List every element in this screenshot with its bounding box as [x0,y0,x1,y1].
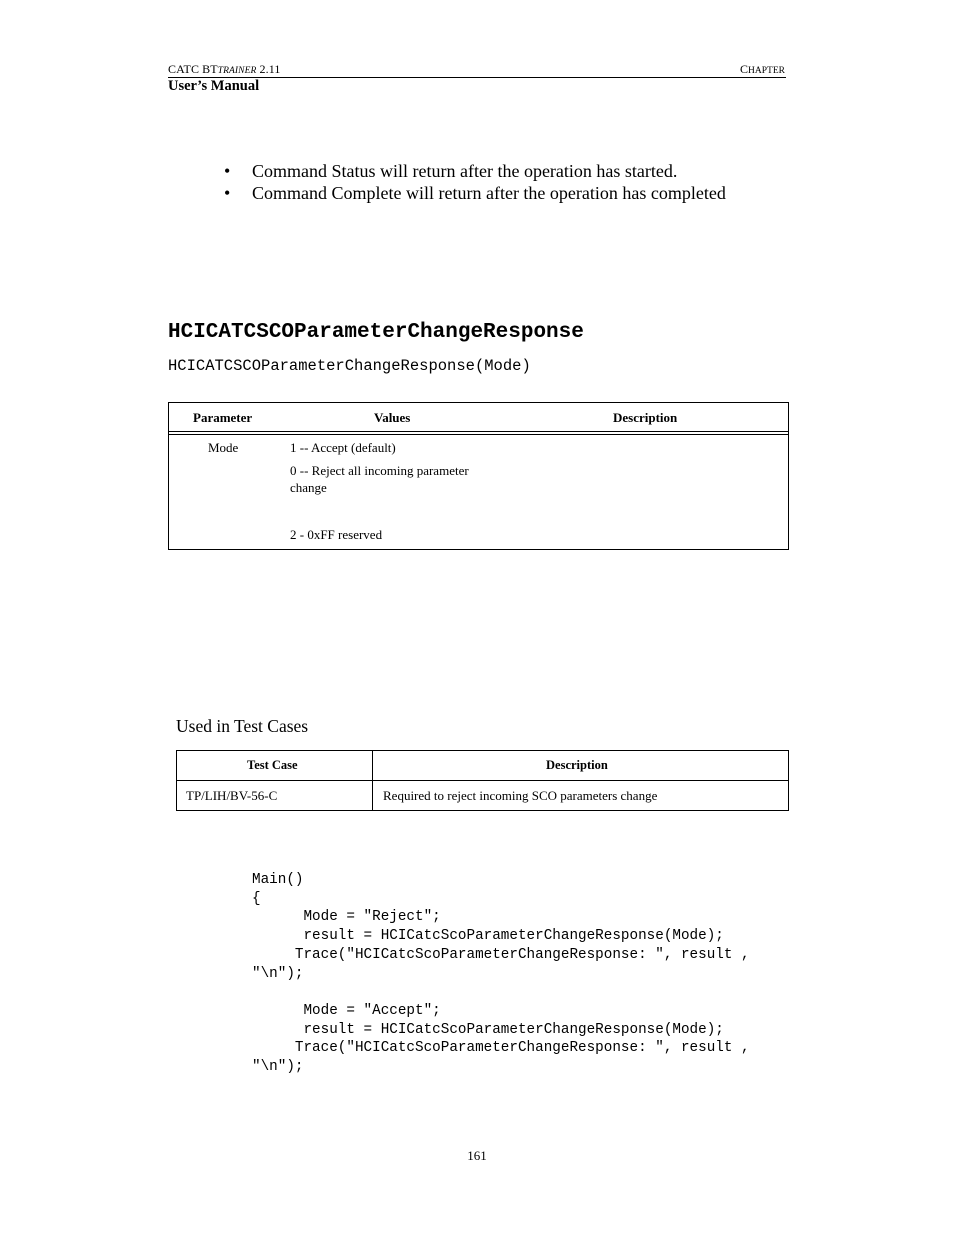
bullet-dot-icon: • [224,183,231,203]
param-name: Mode [208,440,239,455]
header-divider [169,434,788,435]
col-header-description: Description [613,410,678,425]
bullet-text: Command Status will return after the operation has started. [252,161,678,181]
header-manual: User’s Manual [168,78,260,94]
param-value: 2 - 0xFF reserved [290,527,383,542]
test-case-description: Required to reject incoming SCO parameters change [383,788,658,803]
header-divider [169,431,788,432]
param-value: 1 -- Accept (default) [290,440,396,455]
header-chapter-rest: HAPTER [748,66,785,76]
bullet-item [222,160,726,182]
bullet-list [222,160,726,204]
col-header-test-case: Test Case [247,758,298,772]
test-cases-label: Used in Test Cases [176,716,309,736]
bullet-dot-icon: • [224,161,231,181]
header-product-smallcaps: TRAINER [217,66,257,76]
test-case-id: TP/LIH/BV-56-C [186,788,278,803]
col-header-description: Description [546,758,608,772]
header-rule [168,77,786,78]
code-sample: Main() { Mode = "Reject"; result = HCICatcScoParameterChangeResponse(Mode); Trace("HCICatcScoParameterChangeResponse: ", result , "\n"); Mode = "Accept"; result = HCICatcScoParameterChangeResponse(Mode); Trace("HCICatcScoParameterChangeResponse: ", result , "\n"); [252,872,750,1076]
test-cases-table [176,750,789,811]
header-product [168,62,280,77]
header-product-version: 2.11 [256,62,281,76]
parameter-table [168,402,789,550]
column-divider [372,751,373,810]
col-header-parameter: Parameter [193,410,253,425]
function-signature: HCICATCSCOParameterChangeResponse(Mode) [168,357,531,375]
header-chapter [740,62,785,77]
bullet-text: Command Complete will return after the operation has completed [252,183,726,203]
param-value: change [290,480,327,495]
param-value: 0 -- Reject all incoming parameter [290,463,469,478]
col-header-values: Values [374,410,411,425]
row-divider [177,780,788,781]
header-product-prefix: CATC BT [168,62,218,76]
section-title: HCICATCSCOParameterChangeResponse [168,321,584,344]
page-number: 161 [467,1148,487,1163]
bullet-item [222,182,726,204]
header-chapter-initial: C [740,62,749,76]
parameter-table-header [169,403,788,431]
